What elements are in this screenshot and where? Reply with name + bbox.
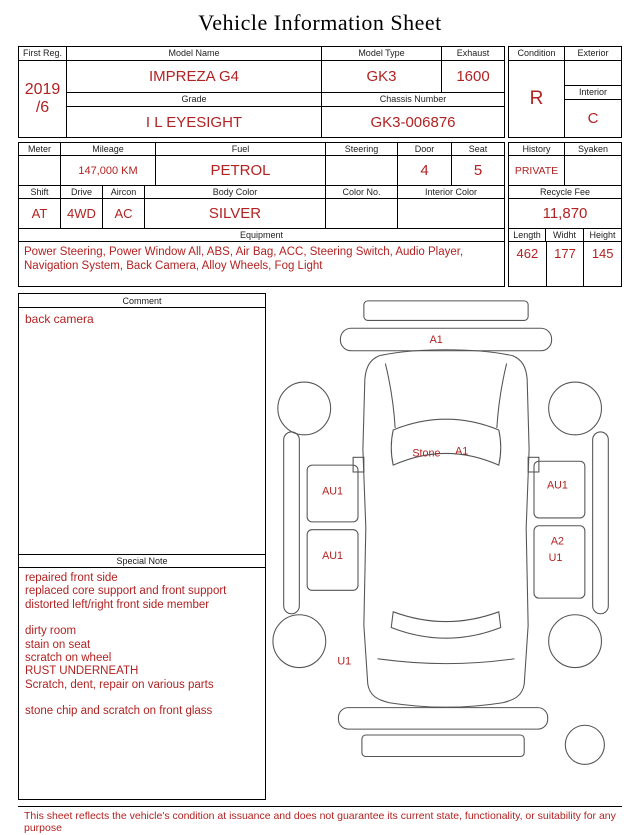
mileage-label: Mileage	[61, 143, 156, 156]
first-reg-month: /6	[35, 99, 50, 116]
first-reg-cell	[19, 47, 67, 137]
windshield	[391, 419, 501, 465]
right-info-box	[508, 142, 622, 287]
door-value: 4	[398, 156, 452, 186]
seat-label: Seat	[452, 143, 504, 156]
vehicle-info-sheet	[18, 0, 622, 834]
note-line: stain on seat	[25, 638, 91, 651]
wheel-rear-right	[549, 615, 602, 668]
spare-tire	[565, 725, 604, 764]
car-diagram	[270, 293, 622, 800]
top-table-columns	[67, 47, 504, 137]
equipment-value: Power Steering, Power Window All, ABS, Air Bag, ACC, Steering Switch, Audio Player, Navigation System, Back Camera, Alloy Wheels, Fog Light	[24, 246, 464, 273]
wheel-front-left	[278, 382, 331, 435]
mid-table	[18, 142, 505, 287]
rear-window	[391, 612, 501, 638]
diagram-labels	[322, 334, 568, 668]
note-line: dirty room	[25, 625, 77, 638]
comment-line: back camera	[25, 312, 94, 326]
equipment-label: Equipment	[19, 229, 504, 242]
history-label: History	[509, 143, 565, 156]
interior-value: C	[587, 110, 599, 127]
comment-body	[19, 308, 265, 554]
note-line: replaced core support and front support	[25, 585, 227, 598]
door-label: Door	[398, 143, 452, 156]
mileage-value: 147,000 KM	[61, 156, 156, 186]
disclaimer-text: This sheet reflects the vehicle's condition at issuance and does not guarantee its current state, functionality, or suitability for any purpose	[18, 806, 622, 834]
steering-value	[326, 156, 398, 186]
fuel-label: Fuel	[156, 143, 326, 156]
drive-value: 4WD	[61, 199, 103, 229]
interior-color-value	[398, 199, 504, 229]
chassis-number-label: Chassis Number	[322, 93, 504, 107]
syaken-value	[565, 156, 621, 186]
wheel-rear-left	[273, 615, 326, 668]
grade-value: I L EYESIGHT	[67, 107, 322, 137]
height-value: 145	[591, 246, 614, 261]
length-value: 462	[509, 242, 547, 286]
hood-line-left	[385, 363, 395, 428]
first-reg-year: 2019	[24, 80, 61, 98]
diagram-label: A1	[455, 445, 469, 458]
exhaust-value: 1600	[442, 61, 504, 93]
condition-value: R	[529, 88, 544, 109]
note-line: RUST UNDERNEATH	[25, 665, 139, 678]
model-type-value: GK3	[322, 61, 442, 93]
body-color-value: SILVER	[145, 199, 326, 229]
diagram-label: A2	[550, 535, 565, 548]
first-reg-value	[19, 61, 66, 137]
steering-label: Steering	[326, 143, 398, 156]
diagram-label: AU1	[322, 550, 344, 563]
note-line: distorted left/right front side member	[25, 598, 210, 611]
front-bumper-strip	[364, 301, 528, 321]
special-note-header: Special Note	[19, 554, 265, 568]
note-line	[25, 692, 259, 705]
recycle-fee-value: 11,870	[509, 199, 621, 229]
width-label: Widht	[546, 229, 584, 242]
condition-label: Condition	[509, 47, 564, 61]
drive-label: Drive	[61, 186, 103, 199]
top-section	[18, 46, 622, 138]
mid-section	[18, 142, 622, 287]
note-line: Scratch, dent, repair on various parts	[25, 678, 214, 691]
history-value: PRIVATE	[509, 156, 565, 186]
diagram-label: A1	[429, 333, 443, 346]
front-bumper	[340, 328, 551, 350]
note-line: stone chip and scratch on front glass	[25, 705, 213, 718]
first-reg-label: First Reg.	[19, 47, 66, 61]
diagram-label: U1	[548, 551, 563, 564]
chassis-number-value: GK3-006876	[370, 113, 456, 131]
diagram-label: U1	[337, 655, 352, 668]
model-name-value: IMPREZA G4	[67, 61, 322, 93]
note-line	[25, 612, 259, 625]
width-value: 177	[547, 242, 585, 286]
trunk-line	[378, 659, 515, 664]
interior-color-label: Interior Color	[398, 186, 504, 199]
diagram-label: AU1	[547, 479, 568, 492]
model-name-label: Model Name	[67, 47, 322, 61]
grade-label: Grade	[67, 93, 322, 107]
special-note-body	[19, 568, 265, 799]
top-table	[18, 46, 505, 138]
interior-label: Interior	[565, 86, 621, 100]
car-diagram-svg	[270, 293, 622, 782]
rear-bumper	[338, 708, 547, 730]
wheel-front-right	[549, 382, 602, 435]
page-title: Vehicle Information Sheet	[198, 10, 442, 35]
aircon-label: Aircon	[103, 186, 145, 199]
exterior-value	[565, 61, 621, 86]
recycle-fee-label: Recycle Fee	[509, 186, 621, 199]
note-line: scratch on wheel	[25, 651, 112, 664]
color-no-label: Color No.	[326, 186, 398, 199]
diagram-label: AU1	[322, 485, 344, 498]
notes-panel	[18, 293, 266, 800]
length-label: Length	[509, 229, 546, 242]
seat-value: 5	[452, 156, 504, 186]
side-sill-right	[593, 432, 609, 614]
meter-value	[19, 156, 61, 186]
note-line: repaired front side	[25, 572, 118, 584]
main-section	[18, 293, 622, 800]
rear-bumper-strip	[362, 735, 524, 757]
shift-value: AT	[19, 199, 61, 229]
shift-label: Shift	[19, 186, 61, 199]
exhaust-label: Exhaust	[442, 47, 504, 61]
meter-label: Meter	[19, 143, 61, 156]
condition-box	[508, 46, 622, 138]
hood-line-right	[497, 363, 507, 428]
fuel-value: PETROL	[156, 156, 326, 186]
car-body-outline	[363, 350, 529, 707]
syaken-label: Syaken	[565, 143, 621, 156]
aircon-value: AC	[103, 199, 145, 229]
body-color-label: Body Color	[145, 186, 326, 199]
color-no-value	[326, 199, 398, 229]
side-sill-left	[284, 432, 300, 614]
diagram-label: Stone	[412, 447, 441, 460]
model-type-label: Model Type	[322, 47, 442, 61]
exterior-interior-column	[565, 47, 621, 137]
height-label: Height	[584, 229, 621, 242]
comment-header: Comment	[19, 294, 265, 308]
exterior-label: Exterior	[565, 47, 621, 61]
condition-column	[509, 47, 565, 137]
